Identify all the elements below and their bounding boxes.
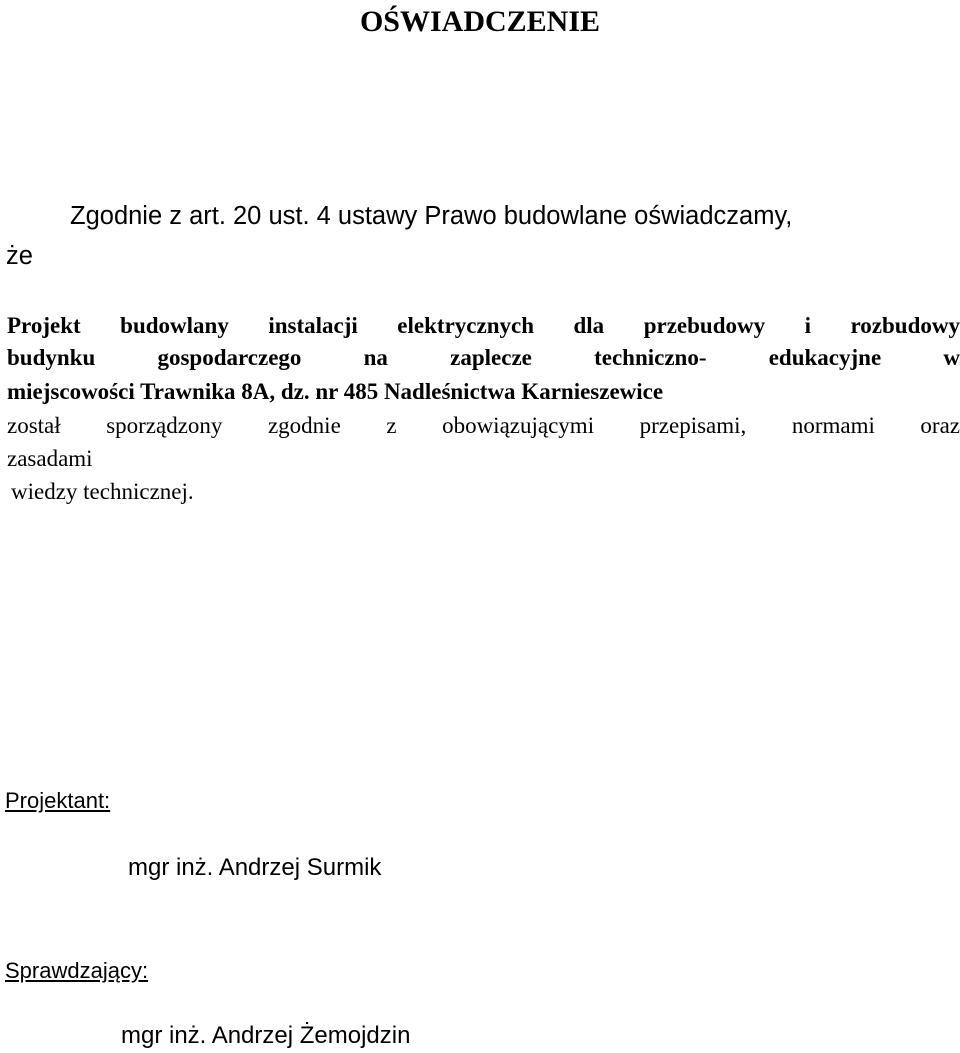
statement-bold-line: budynku gospodarczego na zaplecze techniczno- edukacyjne w (7, 345, 960, 370)
statement-normal-line: zasadami (7, 446, 93, 471)
statement-bold-line: miejscowości Trawnika 8A, dz. nr 485 Nadleśnictwa Karnieszewice (7, 379, 664, 404)
intro-line-1: Zgodnie z art. 20 ust. 4 ustawy Prawo budowlane oświadczamy, (70, 202, 793, 230)
intro-line-2: że (6, 242, 33, 270)
statement-bold-line: Projekt budowlany instalacji elektrycznych dla przebudowy i rozbudowy (7, 313, 960, 338)
document-title: OŚWIADCZENIE (359, 5, 601, 38)
projektant-label: Projektant: (5, 788, 111, 813)
sprawdzajacy-label: Sprawdzający: (5, 958, 149, 983)
statement-normal-line: wiedzy technicznej. (11, 479, 194, 504)
projektant-name: mgr inż. Andrzej Surmik (128, 854, 382, 881)
sprawdzajacy-name: mgr inż. Andrzej Żemojdzin (121, 1022, 411, 1049)
statement-normal-line: został sporządzony zgodnie z obowiązującymi przepisami, normami oraz (7, 413, 960, 438)
